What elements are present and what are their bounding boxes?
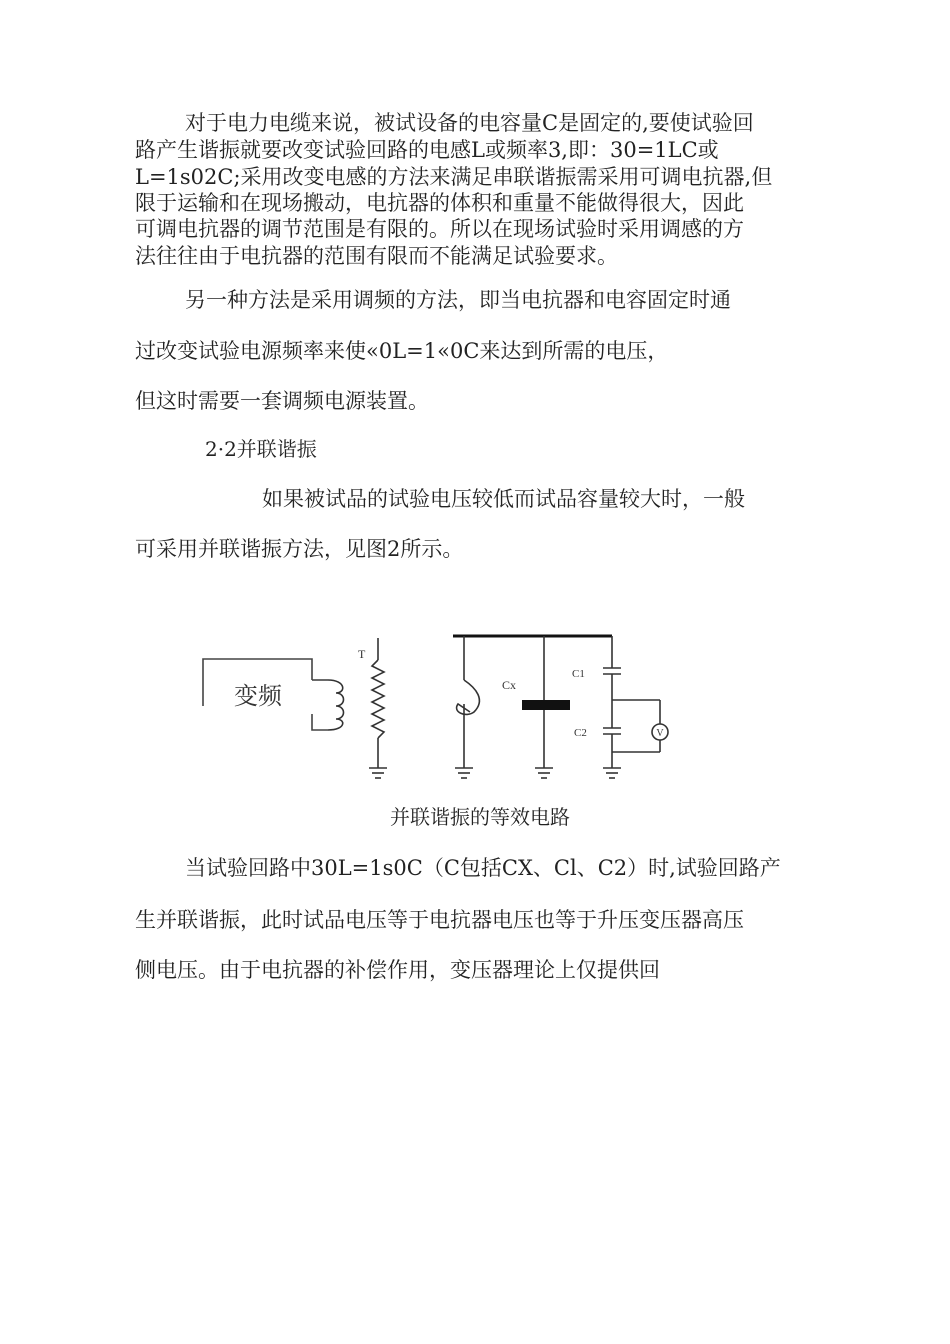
paragraph-4-line-3: 侧电压。由于电抗器的补偿作用，变压器理论上仅提供回: [135, 958, 660, 982]
paragraph-2-line-2: 过改变试验电源频率来使«0L=1«0C来达到所需的电压，: [135, 339, 669, 363]
ground-symbol-transformer: [369, 768, 387, 778]
paragraph-1-line-2: 路产生谐振就要改变试验回路的电感L或频率3,即：30=1LC或: [135, 138, 719, 162]
transformer-primary-coil: [328, 680, 344, 730]
paragraph-1-line-3: L=1s02C;采用改变电感的方法来满足串联谐振需采用可调电抗器,但: [135, 165, 773, 189]
c2-label: C2: [574, 727, 587, 739]
figure-caption: 并联谐振的等效电路: [390, 805, 570, 829]
voltmeter-label: V: [656, 728, 664, 739]
vf-source-label: 变频: [234, 682, 282, 710]
ground-symbol-reactor: [455, 768, 473, 778]
capacitive-divider: [603, 636, 660, 768]
paragraph-1-line-6: 法往往由于电抗器的范围有限而不能满足试验要求。: [135, 244, 618, 268]
paragraph-4-line-2: 生并联谐振，此时试品电压等于电抗器电压也等于升压变压器高压: [135, 908, 744, 932]
paragraph-3-line-1: 如果被试品的试验电压较低而试品容量较大时，一般: [262, 487, 745, 511]
parallel-resonance-circuit-diagram: [195, 625, 685, 785]
ground-symbol-divider: [603, 768, 621, 778]
paragraph-1-line-1: 对于电力电缆来说，被试设备的电容量C是固定的,要使试验回: [185, 111, 754, 135]
cx-capacitor: [522, 636, 570, 768]
reactor-inductor: [457, 636, 480, 768]
paragraph-4-line-1: 当试验回路中30L=1s0C（C包括CX、Cl、C2）时,试验回路产: [185, 856, 781, 880]
transformer-secondary-coil: [372, 638, 384, 768]
transformer-label: T: [358, 647, 366, 661]
paragraph-2-line-1: 另一种方法是采用调频的方法，即当电抗器和电容固定时通: [185, 288, 731, 312]
paragraph-2-line-3: 但这时需要一套调频电源装置。: [135, 389, 429, 413]
paragraph-3-line-2: 可采用并联谐振方法，见图2所示。: [135, 537, 464, 561]
paragraph-1-line-4: 限于运输和在现场搬动，电抗器的体积和重量不能做得很大，因此: [135, 191, 744, 215]
section-heading: 2·2并联谐振: [205, 437, 317, 461]
ground-symbol-cx: [535, 768, 553, 778]
c1-label: C1: [572, 668, 585, 680]
cx-label: Cx: [502, 678, 517, 692]
paragraph-1-line-5: 可调电抗器的调节范围是有限的。所以在现场试验时采用调感的方: [135, 217, 744, 241]
